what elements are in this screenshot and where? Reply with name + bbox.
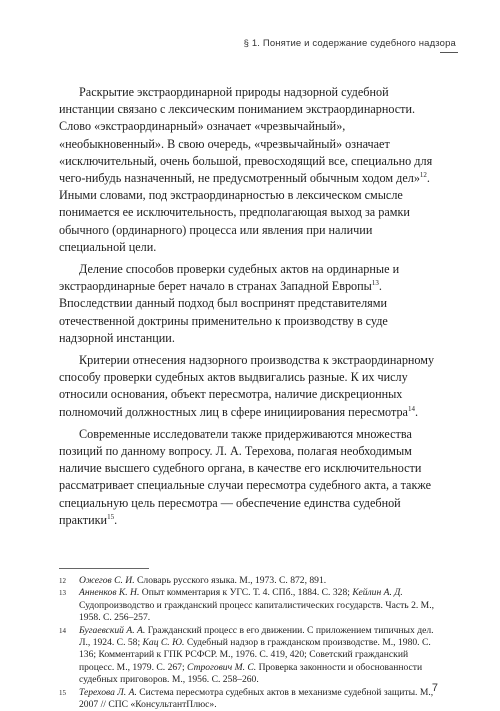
footnote-ref[interactable]: 15 [107,512,115,521]
footnote-number: 15 [59,688,66,697]
footnote-ref[interactable]: 14 [407,404,415,413]
page-number: 7 [431,682,438,694]
footnote-number: 14 [59,626,66,635]
paragraph [59,426,439,529]
footnote-citation: Судопроизводство и гражданский процесс капиталистических государств. Часть 2. М., 1958. С. 256–257. [79,599,434,624]
footnote-citation: Судебный надзор в гражданском производстве. М., 1980. С. 136; Комментарий к ГПК РСФСР. М., 1976. С. 419, 420; Советский гражданский процесс. М., 1979. С. 267; [79,637,431,673]
footnote-author: Анненков К. Н. [79,587,140,599]
paragraph [59,84,439,256]
footnote-text [79,625,441,687]
footnote [59,575,441,587]
footnote-citation: Опыт комментария к УГС. Т. 4. СПб., 1884. С. 328; [139,587,353,599]
footnote [59,625,441,687]
footnote-author: Кац С. Ю. [142,637,185,649]
footnote-text [79,587,441,624]
footnote-number: 13 [59,589,66,598]
paragraph-text: . [114,512,118,527]
paragraph [59,261,439,347]
header-rule [440,52,458,53]
paragraph-text: . Иными словами, под экстраординарностью в лексическом смысле понимается ее исключительность, предполагающая выход за рамки обычного (ординарного) процесса или явления при наличии специальной цели. [59,171,430,254]
paragraph-text: Критерии отнесения надзорного производства к экстраординарному способу проверки судебных актов выдвигались разные. К их числу относили основания, объект пересмотра, наличие дискреционных полномочий должностных лиц в сфере инициирования пересмотра [59,353,435,419]
footnote-author: Строгович М. С. [187,661,257,673]
footnotes [59,575,441,711]
footnote-text [79,687,441,711]
footnote-author: Кейлин А. Д. [352,587,403,599]
footnote-separator [59,568,149,569]
footnote-citation: Система пересмотра судебных актов в механизме судебной защиты. М., 2007 // СПС «КонсультантПлюс». [79,686,434,711]
footnote-author: Бугаевский А. А. [79,624,146,636]
footnote-citation: Гражданский процесс в его движении. С приложением типичных дел. Л., 1924. С. 58; [79,624,434,649]
footnote-ref[interactable]: 13 [371,279,379,288]
main-text [59,84,439,534]
footnote-citation: Проверка законности и обоснованности судебных приговоров. М., 1956. С. 258–260. [79,661,423,686]
paragraph-text: . Впоследствии данный подход был воспринят представителями отечественной доктрины применительно к производству в суде надзорной инстанции. [59,279,388,345]
running-header: § 1. Понятие и содержание судебного надзора [243,38,456,49]
paragraph-text: Современные исследователи также придерживаются множества позиций по данному вопросу. Л. А. Терехова, полагая необходимым наличие высшего судебного органа, в качестве его исключительности рассматривает специальные случаи пересмотра судебного акта, а также специальную цель пересмотра — обеспечение единства судебной практики [59,426,432,527]
paragraph-text: Деление способов проверки судебных актов на ординарные и экстраординарные берет начало в странах Западной Европы [59,262,400,294]
footnote-text [79,575,441,587]
footnote [59,587,441,624]
paragraph [59,352,439,421]
footnote-ref[interactable]: 12 [419,171,427,180]
footnote-author: Терехова Л. А. [79,686,137,698]
footnote-author: Ожегов С. И. [79,575,135,586]
paragraph-text: Раскрытие экстраординарной природы надзорной судебной инстанции связано с лексическим пониманием экстраординарности. Слово «экстраординарный» означает «чрезвычайный», «необыкновенный». В свою очередь, «чрезвычайный» означает «исключительный, очень большой, превосходящий все, специально для чего-нибудь назначенный, не предусмотренный обычным ходом дел» [59,85,433,186]
footnote [59,687,441,711]
paragraph-text: . [414,404,419,419]
footnote-citation: Словарь русского языка. М., 1973. С. 872, 891. [134,575,327,586]
footnote-number: 12 [59,577,66,585]
